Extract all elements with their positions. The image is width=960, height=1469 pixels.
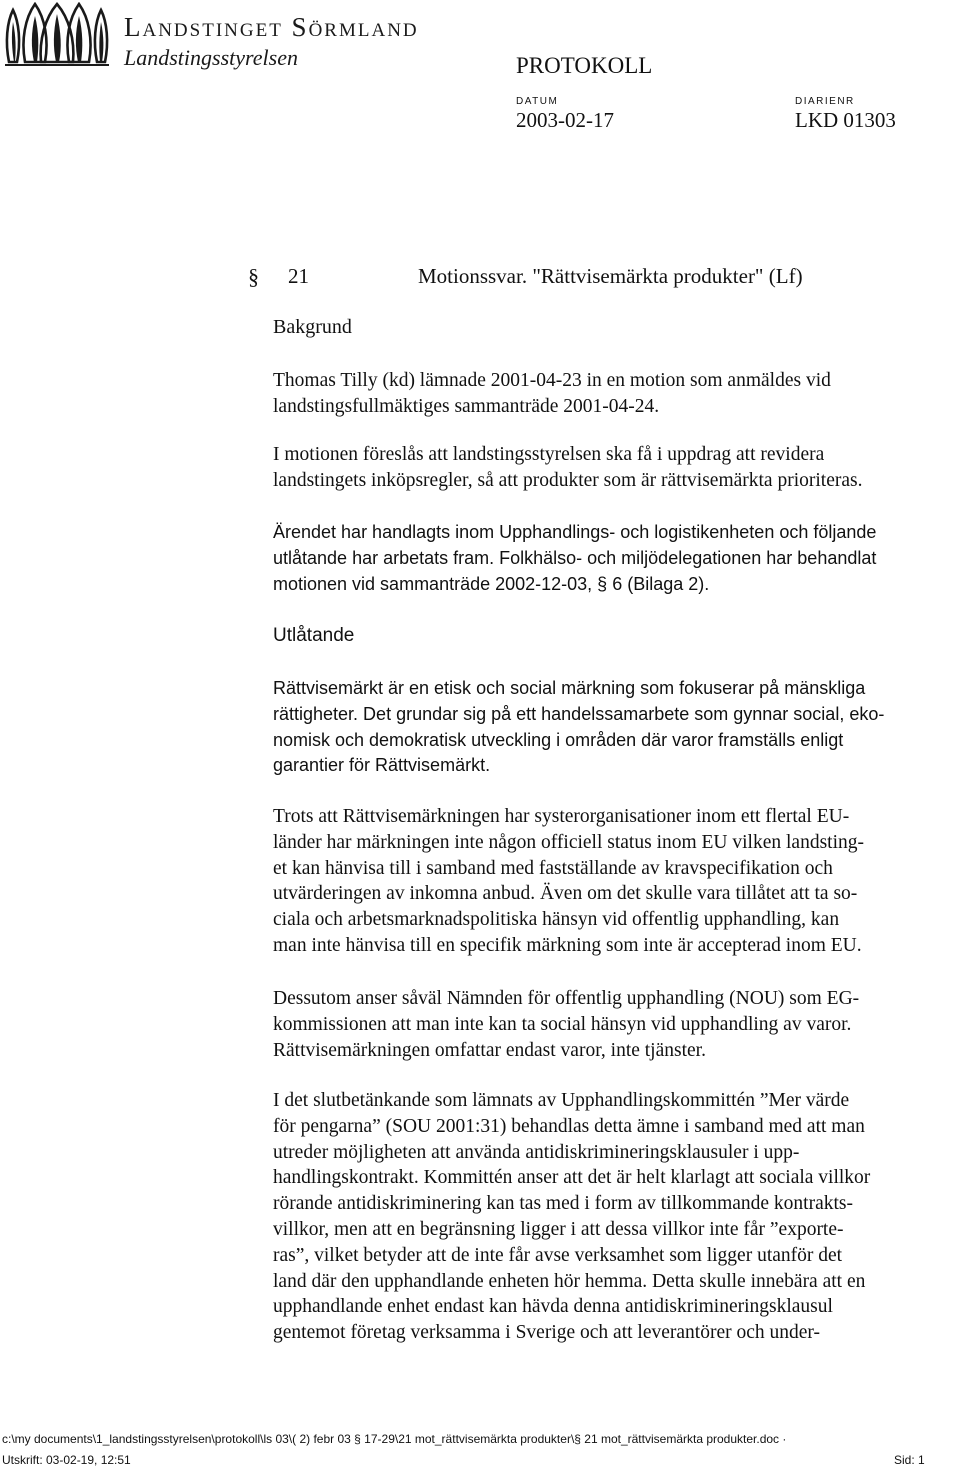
diary-number-label: DIARIENR xyxy=(795,96,855,107)
paragraph-line: et kan hänvisa till i samband med fastställande av kravspecifikation och xyxy=(273,857,833,879)
heading-bakgrund: Bakgrund xyxy=(273,316,352,338)
paragraph-line: rättigheter. Det grundar sig på ett handelssamarbete som gynnar social, eko- xyxy=(273,703,885,724)
paragraph-line: utreder möjligheten att använda antidiskrimineringsklausuler i upp- xyxy=(273,1141,800,1163)
paragraph-line: utvärderingen av inkomna anbud. Även om det skulle vara tillåtet att ta so- xyxy=(273,883,858,905)
paragraph-line: Ärendet har handlagts inom Upphandlings- och logistikenheten och följande xyxy=(273,522,877,542)
diary-number: LKD 01303 xyxy=(795,108,896,132)
date-label: DATUM xyxy=(516,96,559,107)
document-type: PROTOKOLL xyxy=(516,53,653,78)
organization-subtitle: Landstingsstyrelsen xyxy=(124,45,298,70)
paragraph-line: upphandlande enhet endast kan hävda denna antidiskrimineringsklausul xyxy=(273,1296,833,1318)
paragraph-3 xyxy=(273,520,960,597)
paragraph-4 xyxy=(273,676,960,779)
paragraph-line: man inte hänvisa till en specifik märkning som inte är accepterad inom EU. xyxy=(273,934,862,956)
paragraph-line: Dessutom anser såväl Nämnden för offentlig upphandling (NOU) som EG- xyxy=(273,988,860,1009)
paragraph-6 xyxy=(273,986,960,1063)
paragraph-line: ciala och arbetsmarknadspolitiska hänsyn vid offentlig upphandling, kan xyxy=(273,909,840,931)
section-number: 21 xyxy=(288,264,309,288)
paragraph-line: länder har märkningen inte någon officiell status inom EU vilken landsting- xyxy=(273,831,864,853)
paragraph-line: landstingets inköpsregler, så att produkter som är rättvisemärkta prioriteras. xyxy=(273,469,863,491)
paragraph-line: utlåtande har arbetats fram. Folkhälso- och miljödelegationen har behandlat xyxy=(273,547,877,568)
paragraph-line: rörande antidiskriminering kan tas med i form av tillkommande kontrakts- xyxy=(273,1193,853,1215)
paragraph-line: land där den upphandlande enheten hör hemma. Detta skulle innebära att en xyxy=(273,1270,866,1292)
paragraph-line: Trots att Rättvisemärkningen har systerorganisationer inom ett flertal EU- xyxy=(273,806,850,827)
tulip-crown-logo xyxy=(3,2,111,68)
organization-name: Landstinget Sörmland xyxy=(124,12,419,42)
section-symbol: § xyxy=(248,264,259,289)
paragraph-line: Rättvisemärkningen omfattar endast varor, inte tjänster. xyxy=(273,1039,706,1061)
paragraph-line: Rättvisemärkt är en etisk och social märkning som fokuserar på mänskliga xyxy=(273,678,866,698)
section-title: Motionssvar. "Rättvisemärkta produkter" (Lf) xyxy=(418,264,803,288)
paragraph-line: ras”, vilket betyder att de inte får avse verksamhet som ligger utanför det xyxy=(273,1244,843,1266)
paragraph-1 xyxy=(273,368,960,420)
paragraph-line: för pengarna” (SOU 2001:31) behandlas detta ämne i samband med att man xyxy=(273,1115,865,1137)
footer-page-number: Sid: 1 xyxy=(894,1453,925,1467)
footer-print-date: Utskrift: 03-02-19, 12:51 xyxy=(2,1453,131,1467)
paragraph-line: landstingsfullmäktiges sammanträde 2001-04-24. xyxy=(273,395,660,417)
paragraph-line: kommissionen att man inte kan ta social hänsyn vid upphandling av varor. xyxy=(273,1013,852,1035)
paragraph-line: nomisk och demokratisk utveckling i områden där varor framställs enligt xyxy=(273,729,844,750)
paragraph-line: motionen vid sammanträde 2002-12-03, § 6 (Bilaga 2). xyxy=(273,573,710,594)
footer-file-path: c:\my documents\1_landstingsstyrelsen\protokoll\ls 03\( 2) febr 03 § 17-29\21 mot_rättvisemärkta produkter\§ 21 mot_rättvisemärkta produkter.doc · xyxy=(2,1432,787,1446)
paragraph-2 xyxy=(273,442,960,494)
heading-utlatande: Utlåtande xyxy=(273,625,355,646)
paragraph-line: I motionen föreslås att landstingsstyrelsen ska få i uppdrag att revidera xyxy=(273,444,825,465)
paragraph-line: Thomas Tilly (kd) lämnade 2001-04-23 in en motion som anmäldes vid xyxy=(273,370,831,391)
document-date: 2003-02-17 xyxy=(516,108,614,132)
paragraph-7 xyxy=(273,1088,960,1346)
paragraph-line: handlingskontrakt. Kommittén anser att det är helt klarlagt att sociala villkor xyxy=(273,1167,871,1189)
paragraph-5 xyxy=(273,804,960,959)
paragraph-line: gentemot företag verksamma i Sverige och att leverantörer och under- xyxy=(273,1322,821,1344)
paragraph-line: I det slutbetänkande som lämnats av Upphandlingskommittén ”Mer värde xyxy=(273,1090,850,1111)
paragraph-line: garantier för Rättvisemärkt. xyxy=(273,755,491,776)
paragraph-line: villkor, men att en begränsning ligger i att dessa villkor inte får ”exporte- xyxy=(273,1218,844,1240)
